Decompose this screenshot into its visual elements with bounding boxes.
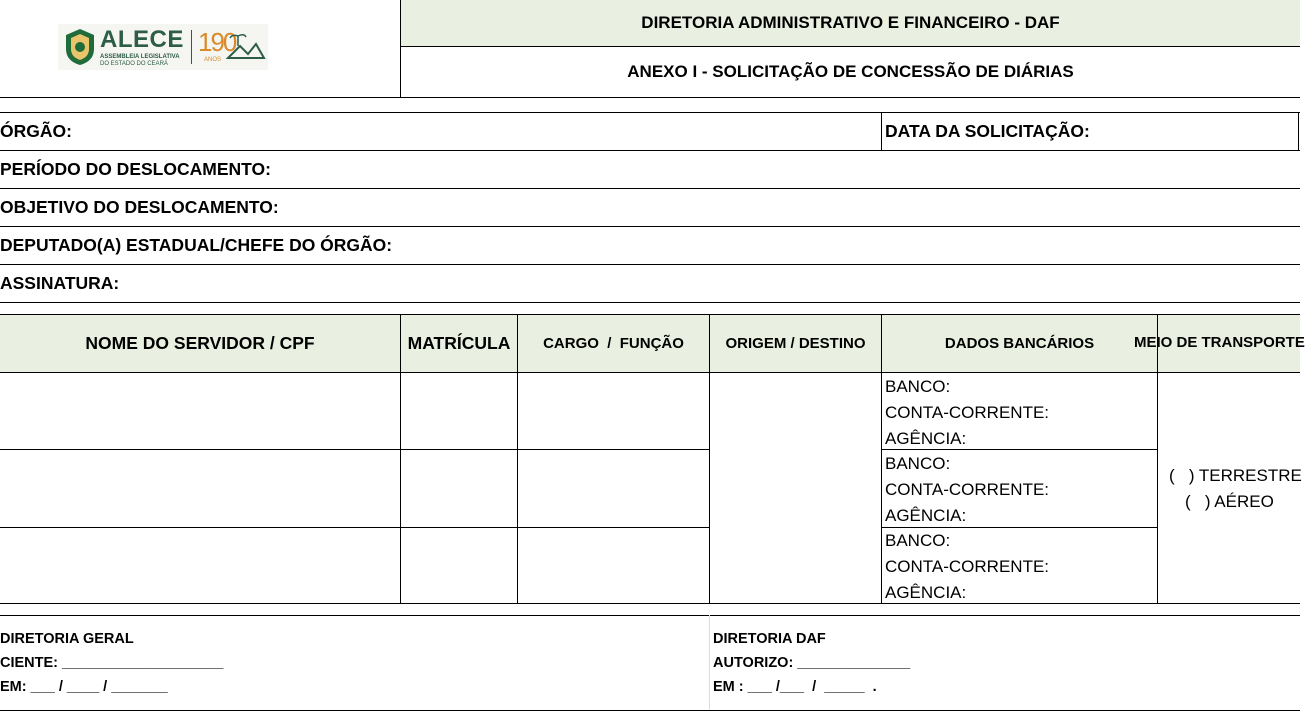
field-deputado: DEPUTADO(A) ESTADUAL/CHEFE DO ÓRGÃO:: [0, 235, 393, 255]
field-periodo: PERÍODO DO DESLOCAMENTO:: [0, 159, 271, 179]
field-objetivo: OBJETIVO DO DESLOCAMENTO:: [0, 197, 279, 217]
bank-row: [885, 528, 1049, 606]
footer-right-date: EM : ___ /___ / _____ .: [713, 679, 877, 695]
col-meio-transporte: MEIO DE TRANSPORTE: [1134, 334, 1305, 351]
field-data-solicitacao: DATA DA SOLICITAÇÃO:: [885, 121, 1090, 141]
alece-logo: [58, 24, 268, 70]
account-label: CONTA-CORRENTE:: [885, 403, 1050, 422]
footer-left-ciente: CIENTE: ____________________: [0, 655, 224, 671]
footer-right-autorizo: AUTORIZO: ______________: [713, 655, 911, 671]
transport-terrestre-option[interactable]: ( ) TERRESTRE: [1169, 466, 1302, 485]
transport-aereo-option[interactable]: ( ) AÉREO: [1185, 492, 1274, 511]
anniversary-sub: ANOS: [204, 57, 222, 63]
agency-label: AGÊNCIA:: [885, 429, 967, 448]
bank-label: BANCO:: [885, 531, 951, 550]
footer-left-date: EM: ___ / ____ / _______: [0, 679, 168, 695]
footer-right-title: DIRETORIA DAF: [713, 631, 826, 647]
logo-text: ALECE: [100, 26, 184, 53]
field-orgao: ÓRGÃO:: [0, 121, 72, 141]
header-title: DIRETORIA ADMINISTRATIVO E FINANCEIRO - DAF: [401, 0, 1300, 46]
footer-left-title: DIRETORIA GERAL: [0, 631, 134, 647]
col-matricula: MATRÍCULA: [407, 333, 511, 353]
col-cargo-funcao: CARGO / FUNÇÃO: [543, 335, 684, 352]
bank-row: [885, 374, 1049, 452]
logo-area: [0, 0, 400, 97]
logo-subtitle-1: ASSEMBLEIA LEGISLATIVA: [100, 54, 180, 60]
agency-label: AGÊNCIA:: [885, 506, 967, 525]
anniversary-number: 190: [198, 27, 236, 57]
col-origem-destino: ORIGEM / DESTINO: [725, 335, 866, 352]
logo-subtitle-2: DO ESTADO DO CEARÁ: [100, 61, 168, 67]
ceara-crest-icon: [62, 27, 98, 67]
bank-row: [885, 451, 1049, 529]
agency-label: AGÊNCIA:: [885, 583, 967, 602]
footer-diretoria-daf: [713, 627, 910, 699]
footer-diretoria-geral: [0, 627, 223, 699]
palm-building-icon: [226, 32, 266, 62]
bank-label: BANCO:: [885, 454, 951, 473]
col-dados-bancarios: DADOS BANCÁRIOS: [944, 335, 1095, 352]
field-assinatura: ASSINATURA:: [0, 273, 120, 293]
bank-label: BANCO:: [885, 377, 951, 396]
account-label: CONTA-CORRENTE:: [885, 557, 1050, 576]
col-nome-servidor: NOME DO SERVIDOR / CPF: [85, 333, 315, 353]
account-label: CONTA-CORRENTE:: [885, 480, 1050, 499]
header-subtitle: ANEXO I - SOLICITAÇÃO DE CONCESSÃO DE DIÁRIAS: [627, 62, 1074, 81]
